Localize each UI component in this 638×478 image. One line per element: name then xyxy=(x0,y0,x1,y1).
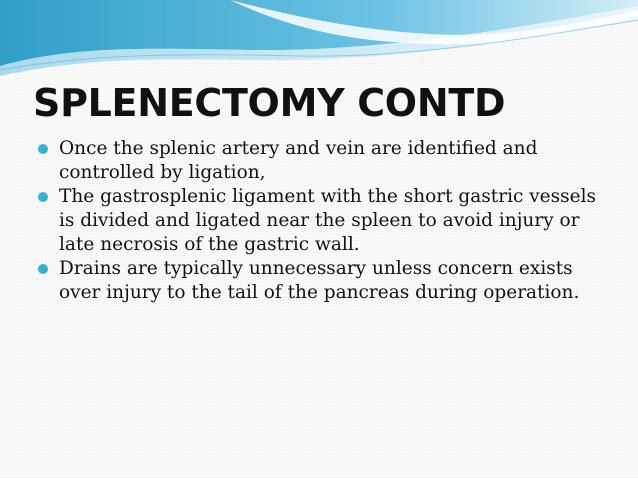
bullet-item xyxy=(38,137,608,185)
bullet-list xyxy=(38,137,608,305)
bullet-text: Drains are typically unnecessary unless concern exists over injury to the tail of the pancreas during operation. xyxy=(59,258,580,303)
bullet-dot-icon xyxy=(38,264,48,274)
slide-title: SPLENECTOMY CONTD xyxy=(33,81,506,125)
header-wave-decoration xyxy=(0,0,638,80)
bullet-dot-icon xyxy=(38,192,48,202)
bullet-text: Once the splenic artery and vein are identified and controlled by ligation, xyxy=(59,138,538,183)
bullet-dot-icon xyxy=(38,144,48,154)
bullet-item xyxy=(38,185,608,257)
bullet-item xyxy=(38,257,608,305)
bullet-text: The gastrosplenic ligament with the short gastric vessels is divided and ligated near the spleen to avoid injury or late necrosis of the gastric wall. xyxy=(59,186,596,255)
